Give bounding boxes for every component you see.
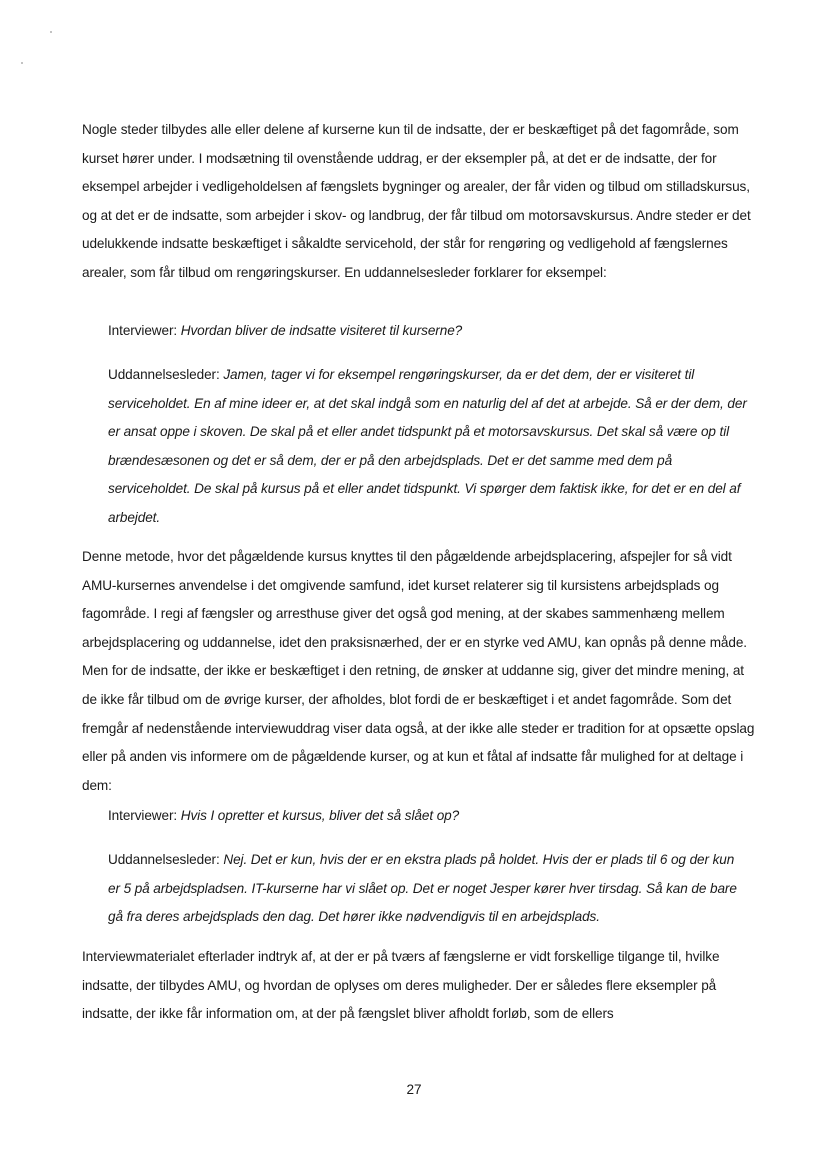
interview-question-line	[108, 317, 748, 346]
speaker-label: Uddannelsesleder:	[108, 367, 220, 382]
paragraph-1	[82, 116, 758, 288]
interview-excerpt-1-answer	[108, 361, 748, 533]
paragraph-2	[82, 543, 758, 800]
speaker-label: Interviewer:	[108, 808, 178, 823]
interview-excerpt-2-question	[108, 802, 748, 831]
scan-speck	[21, 62, 23, 64]
speech-text: Hvordan bliver de indsatte visiteret til kurserne?	[180, 323, 463, 338]
speaker-label: Interviewer:	[108, 323, 178, 338]
paragraph-1-text: Nogle steder tilbydes alle eller delene af kurserne kun til de indsatte, der er beskæftiget på det fagområde, som kurset hører under. I modsætning til ovenstående uddrag, er der eksempler på, at det er de indsatte, der for eksempel arbejder i vedligeholdelsen af fængslets bygninger og arealer, der får viden og tilbud om stilladskursus, og at det er de indsatte, som arbejder i skov- og landbrug, der får tilbud om motorsavskursus. Andre steder er det udelukkende indsatte beskæftiget i såkaldte servicehold, der står for rengøring og vedligehold af fængslernes arealer, som får tilbud om rengøringskurser. En uddannelsesleder forklarer for eksempel:	[82, 122, 751, 280]
paragraph-3	[82, 943, 758, 1029]
paragraph-3-text: Interviewmaterialet efterlader indtryk af, at der er på tværs af fængslerne er vidt forskellige tilgange til, hvilke indsatte, der tilbydes AMU, og hvordan de oplyses om deres muligheder. Der er således flere eksempler på indsatte, der ikke får information om, at der på fængslet bliver afholdt forløb, som de ellers	[82, 949, 720, 1022]
speech-text: Jamen, tager vi for eksempel rengøringskurser, da er det dem, der er visiteret til serviceholdet. En af mine ideer er, at det skal indgå som en naturlig del af det at arbejde. Så er der dem, der er ansat oppe i skoven. De skal på et eller andet tidspunkt på et motorsavskursus. Det skal så være op til brændesæsonen og det er så dem, der er på den arbejdsplads. Det er det samme med dem på serviceholdet. De skal på kursus på et eller andet tidspunkt. Vi spørger dem faktisk ikke, for det er en del af arbejdet.	[108, 367, 747, 525]
interview-excerpt-2-answer	[108, 846, 748, 932]
interview-excerpt-1-question	[108, 317, 748, 346]
paragraph-2-text: Denne metode, hvor det pågældende kursus knyttes til den pågældende arbejdsplacering, afspejler for så vidt AMU-kursernes anvendelse i det omgivende samfund, idet kurset relaterer sig til kursistens arbejdsplads og fagområde. I regi af fængsler og arresthuse giver det også god mening, at der skabes sammenhæng mellem arbejdsplacering og uddannelse, idet den praksisnærhed, der er en styrke ved AMU, kan opnås på denne måde. Men for de indsatte, der ikke er beskæftiget i den retning, de ønsker at uddanne sig, giver det mindre mening, at de ikke får tilbud om de øvrige kurser, der afholdes, blot fordi de er beskæftiget i et andet fagområde. Som det fremgår af nedenstående interviewuddrag viser data også, at der ikke alle steder er tradition for at opsætte opslag eller på anden vis informere om de pågældende kurser, og at kun et fåtal af indsatte får mulighed for at deltage i dem:	[82, 549, 755, 793]
interview-question-line	[108, 802, 748, 831]
page-number: 27	[406, 1082, 422, 1097]
speaker-label: Uddannelsesleder:	[108, 852, 220, 867]
interview-answer-line	[108, 846, 748, 932]
interview-answer-line	[108, 361, 748, 533]
scan-speck	[50, 31, 52, 33]
speech-text: Nej. Det er kun, hvis der er en ekstra plads på holdet. Hvis der er plads til 6 og der kun er 5 på arbejdspladsen. IT-kurserne har vi slået op. Det er noget Jesper kører hver tirsdag. Så kan de bare gå fra deres arbejdsplads den dag. Det hører ikke nødvendigvis til en arbejdsplads.	[108, 852, 737, 925]
speech-text: Hvis I opretter et kursus, bliver det så slået op?	[180, 808, 460, 823]
